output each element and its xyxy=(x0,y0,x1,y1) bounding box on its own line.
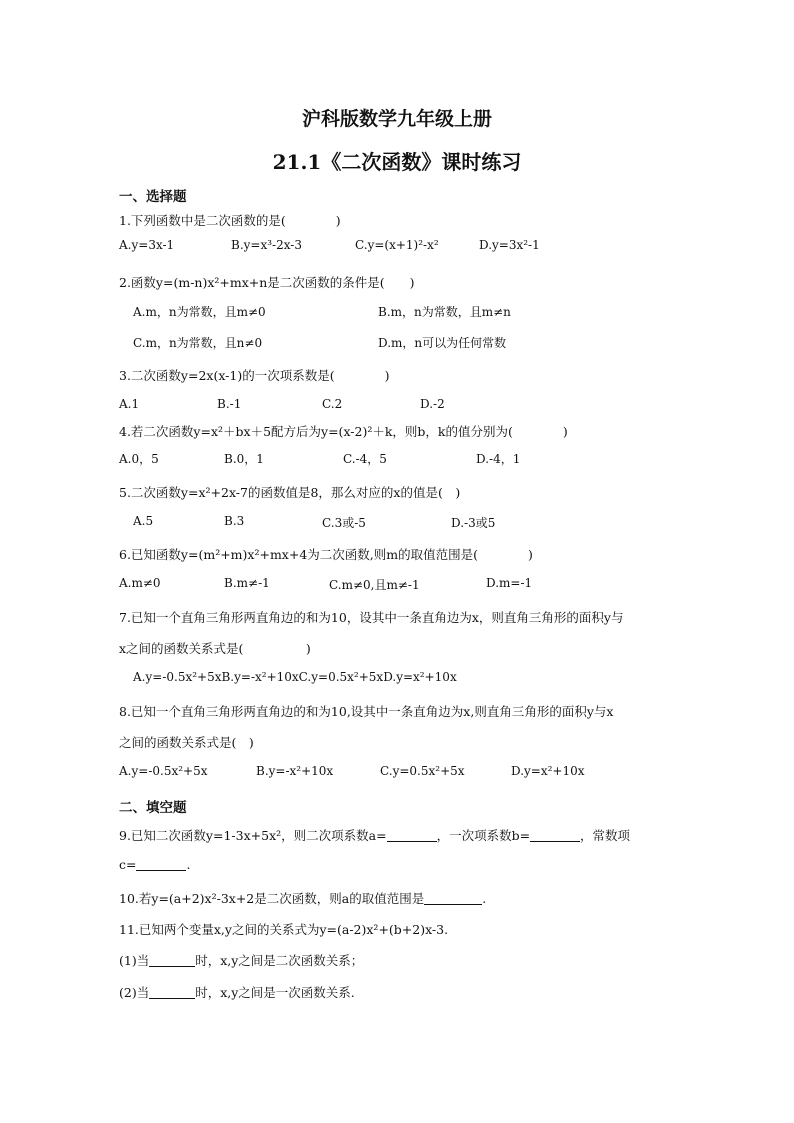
q1-option-a: A.y=3x-1 xyxy=(119,238,175,252)
q3-option-d: D.-2 xyxy=(420,397,445,411)
q6-option-d: D.m=-1 xyxy=(486,576,533,590)
q4-option-a: A.0，5 xyxy=(119,452,159,466)
question-3-stem: 3.二次函数y=2x(x-1)的一次项系数是( ) xyxy=(119,368,390,383)
q6-option-c: C.m≠0,且m≠-1 xyxy=(329,578,420,592)
q9-blank-b[interactable] xyxy=(530,829,580,842)
page-subtitle: 21.1《二次函数》课时练习 xyxy=(272,150,522,174)
q3-option-b: B.-1 xyxy=(217,397,242,411)
question-4-stem: 4.若二次函数y=x²＋bx＋5配方后为y=(x-2)²＋k，则b，k的值分别为( ) xyxy=(119,424,568,439)
section-heading-fill: 二、填空题 xyxy=(119,800,187,816)
q4-option-c: C.-4，5 xyxy=(343,452,387,466)
q1-option-d: D.y=3x²-1 xyxy=(479,238,540,252)
question-9-line1 xyxy=(119,826,630,844)
q9-text-2: ，一次项系数b= xyxy=(436,828,531,843)
question-2-stem: 2.函数y=(m-n)x²+mx+n是二次函数的条件是( ) xyxy=(119,275,415,290)
q2-option-d: D.m，n可以为任何常数 xyxy=(378,336,507,350)
question-6-stem: 6.已知函数y=(m²+m)x²+mx+4为二次函数,则m的取值范围是( ) xyxy=(119,547,533,562)
question-11-part-2 xyxy=(119,983,355,1001)
question-11-part-1 xyxy=(119,951,363,969)
question-11-stem: 11.已知两个变量x,y之间的关系式为y=(a-2)x²+(b+2)x-3. xyxy=(119,922,449,937)
section-heading-choice: 一、选择题 xyxy=(119,189,187,205)
q8-option-c: C.y=0.5x²+5x xyxy=(380,764,465,778)
q8-option-d: D.y=x²+10x xyxy=(511,764,585,778)
q5-option-b: B.3 xyxy=(224,514,245,528)
q4-option-d: D.-4，1 xyxy=(476,452,521,466)
q10-text-1: 10.若y=(a+2)x²-3x+2是二次函数，则a的取值范围是 xyxy=(119,891,425,906)
q9-blank-c[interactable] xyxy=(136,858,186,871)
q9-text-5: . xyxy=(186,857,191,872)
question-7-stem-line1: 7.已知一个直角三角形两直角边的和为10，设其中一条直角边为x，则直角三角形的面积y与 xyxy=(119,610,624,625)
q9-text-1: 9.已知二次函数y=1-3x+5x²，则二次项系数a= xyxy=(119,828,387,843)
question-1-stem: 1.下列函数中是二次函数的是( ) xyxy=(119,213,341,228)
q6-option-a: A.m≠0 xyxy=(119,576,161,590)
question-5-stem: 5.二次函数y=x²+2x-7的函数值是8，那么对应的x的值是( ) xyxy=(119,485,461,500)
q6-option-b: B.m≠-1 xyxy=(224,576,270,590)
q7-options: A.y=-0.5x²+5xB.y=-x²+10xC.y=0.5x²+5xD.y=x²+10x xyxy=(133,670,457,684)
q8-option-a: A.y=-0.5x²+5x xyxy=(119,764,208,778)
q3-option-c: C.2 xyxy=(322,397,343,411)
question-8-stem-line2: 之间的函数关系式是( ) xyxy=(119,735,254,750)
q5-option-a: A.5 xyxy=(133,514,154,528)
question-7-stem-line2: x之间的函数关系式是( ) xyxy=(119,641,311,656)
q11-blank-2[interactable] xyxy=(149,986,195,999)
q11-part1-text-a: (1)当 xyxy=(119,953,150,968)
q9-text-3: ，常数项 xyxy=(580,828,631,843)
q5-option-c: C.3或-5 xyxy=(322,516,366,530)
q11-part2-text-a: (2)当 xyxy=(119,985,150,1000)
q11-part1-text-b: 时，x,y之间是二次函数关系； xyxy=(195,953,364,968)
q1-option-b: B.y=x³-2x-3 xyxy=(231,238,302,252)
question-9-line2 xyxy=(119,857,190,872)
q11-blank-1[interactable] xyxy=(149,954,195,967)
q4-option-b: B.0，1 xyxy=(224,452,264,466)
q2-option-b: B.m，n为常数，且m≠n xyxy=(378,305,511,319)
q11-part2-text-b: 时，x,y之间是一次函数关系. xyxy=(195,985,355,1000)
page-title: 沪科版数学九年级上册 xyxy=(301,108,492,130)
q9-blank-a[interactable] xyxy=(387,829,437,842)
q1-option-c: C.y=(x+1)²-x² xyxy=(355,238,439,252)
q5-option-d: D.-3或5 xyxy=(451,516,496,530)
q3-option-a: A.1 xyxy=(119,397,140,411)
question-10 xyxy=(119,889,486,907)
question-8-stem-line1: 8.已知一个直角三角形两直角边的和为10,设其中一条直角边为x,则直角三角形的面积y与x xyxy=(119,704,614,719)
q10-text-2: . xyxy=(482,891,487,906)
q10-blank[interactable] xyxy=(424,892,482,905)
q2-option-c: C.m，n为常数，且n≠0 xyxy=(133,336,263,350)
q2-option-a: A.m，n为常数，且m≠0 xyxy=(133,305,266,319)
q9-text-4: c= xyxy=(119,857,137,872)
q8-option-b: B.y=-x²+10x xyxy=(256,764,334,778)
